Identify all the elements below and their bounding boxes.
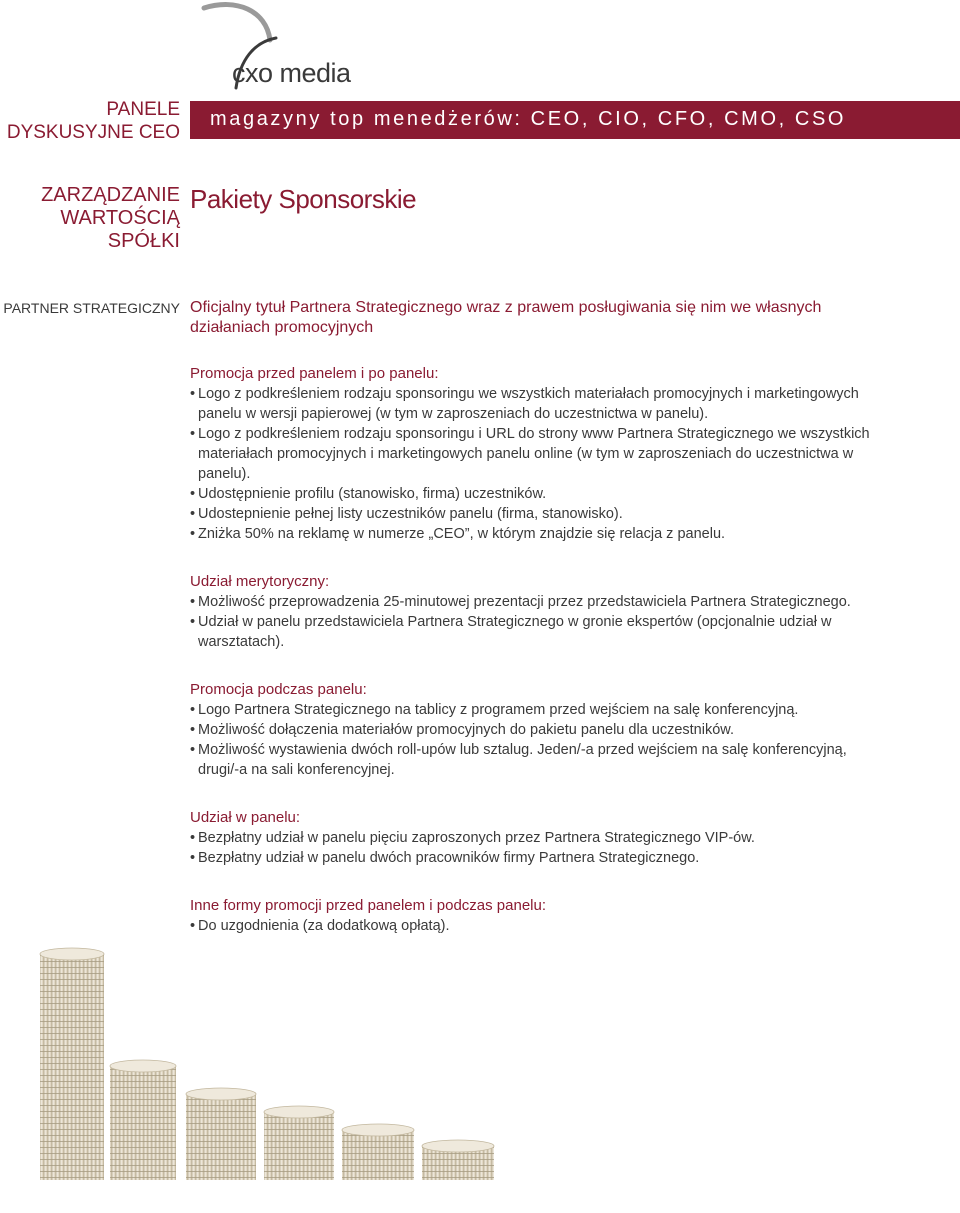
section-other [190,896,870,936]
list-item: • Możliwość dołączenia materiałów promocyjnych do pakietu panelu dla uczestników. [190,722,734,738]
bullet-icon: • [190,426,196,442]
list-item: • Do uzgodnienia (za dodatkową opłatą). [190,918,450,934]
coin-stack [40,954,104,1180]
side-label-panele: PANELE DYSKUSYJNE CEO [6,99,180,143]
list-item: • Możliwość wystawienia dwóch roll-upów lub sztalug. Jeden/-a przed wejściem na salę konferencyjną, drugi/-a na sali konferencyjnej. [190,742,847,778]
list-item: • Udostępnienie profilu (stanowisko, firma) uczestników. [190,486,547,502]
section-promo-during [190,680,870,780]
list-item: • Możliwość przeprowadzenia 25-minutowej prezentacji przez przedstawiciela Partnera Strategicznego. [190,594,851,610]
section-heading: Udział w panelu: [190,809,301,826]
side-label-section: ZARZĄDZANIE WARTOŚCIĄ SPÓŁKI [41,184,180,252]
section-merit [190,572,870,652]
page-title: Pakiety Sponsorskie [190,184,417,214]
list-item: • Zniżka 50% na reklamę w numerze „CEO”, w którym znajdzie się relacja z panelu. [190,526,726,542]
magazine-tagline: magazyny top menedżerów: CEO, CIO, CFO, CMO, CSO [210,108,847,130]
bullet-icon: • [190,702,196,718]
section-promo-before-after [190,364,870,544]
list-item: • Logo z podkreśleniem rodzaju sponsoringu we wszystkich materiałach promocyjnych i marketingowych panelu w wersji papierowej (w tym w zaproszeniach do uczestnictwa w panelu). [190,386,859,422]
bullet-icon: • [190,614,196,630]
coin-stack [110,1066,176,1180]
bullet-icon: • [190,594,196,610]
list-item: • Logo Partnera Strategicznego na tablicy z programem przed wejściem na salę konferencyjną. [190,702,799,718]
coin-stack [264,1112,334,1180]
bullet-list [190,916,870,936]
package-intro: Oficjalny tytuł Partnera Strategicznego wraz z prawem posługiwania się nim we własnych działaniach promocyjnych [190,299,822,336]
list-item: • Bezpłatny udział w panelu dwóch pracowników firmy Partnera Strategicznego. [190,850,700,866]
bullet-icon: • [190,486,196,502]
list-item: • Udostepnienie pełnej listy uczestników panelu (firma, stanowisko). [190,506,623,522]
bullet-list [190,592,870,652]
section-heading: Promocja podczas panelu: [190,681,367,698]
bullet-list [190,700,870,780]
brand-logo-text: cxo media [232,58,351,88]
list-item: • Udział w panelu przedstawiciela Partnera Strategicznego w gronie ekspertów (opcjonalnie udział w warsztatach). [190,614,832,650]
bullet-icon: • [190,722,196,738]
coin-stacks-image [28,944,508,1184]
package-label: PARTNER STRATEGICZNY [3,300,180,316]
bullet-list [190,828,870,868]
section-participation [190,808,870,868]
bullet-icon: • [190,506,196,522]
bullet-icon: • [190,526,196,542]
list-item: • Logo z podkreśleniem rodzaju sponsoringu i URL do strony www Partnera Strategicznego we wszystkich materiałach promocyjnych i marketingowych panelu online (w tym w zaproszeniach do uczestnictwa w panelu). [190,426,870,482]
coin-stack [186,1094,256,1180]
bullet-icon: • [190,830,196,846]
section-heading: Inne formy promocji przed panelem i podczas panelu: [190,897,547,914]
bullet-list [190,384,870,544]
coin-stack [342,1130,414,1180]
section-heading: Promocja przed panelem i po panelu: [190,365,439,382]
bullet-icon: • [190,918,196,934]
section-heading: Udział merytoryczny: [190,573,330,590]
package-content [190,298,870,964]
bullet-icon: • [190,850,196,866]
list-item: • Bezpłatny udział w panelu pięciu zaproszonych przez Partnera Strategicznego VIP-ów. [190,830,755,846]
bullet-icon: • [190,386,196,402]
bullet-icon: • [190,742,196,758]
